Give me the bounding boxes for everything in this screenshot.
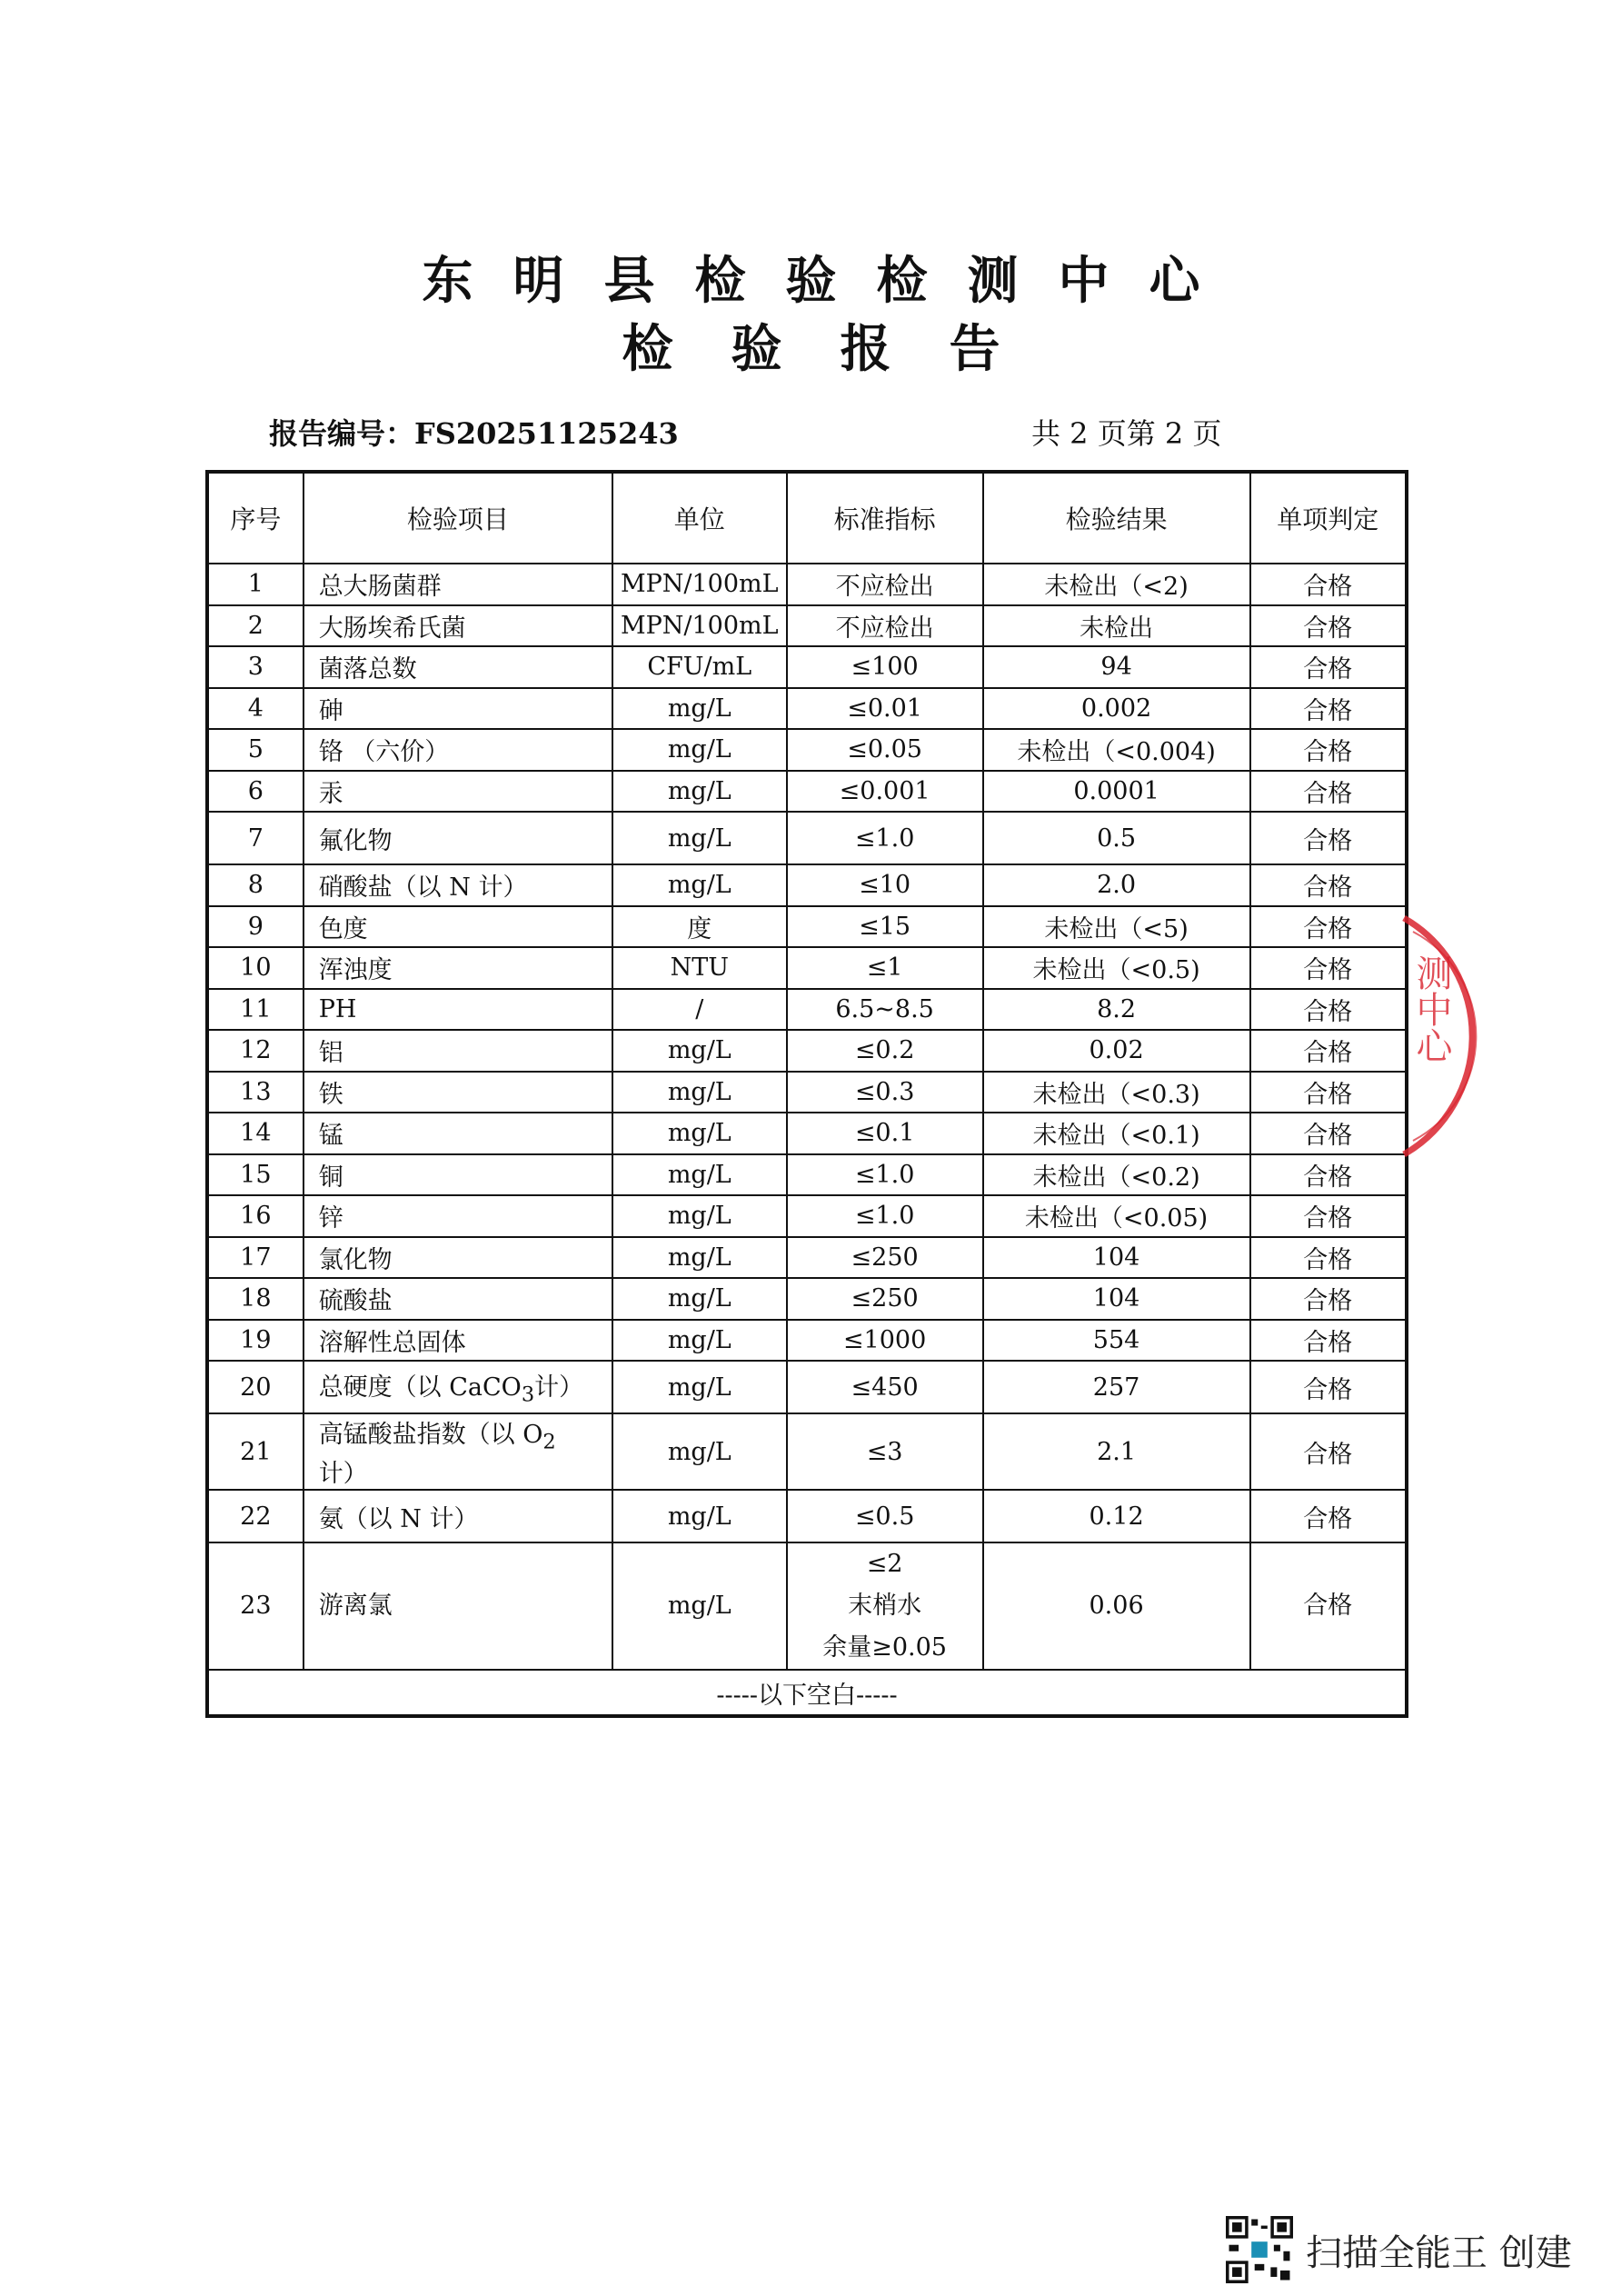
table-row	[207, 1030, 1407, 1072]
cell-no: 21	[207, 1413, 304, 1490]
col-header-unit: 单位	[612, 472, 787, 564]
cell-item: 锌	[304, 1195, 612, 1237]
cell-standard: ≤0.2	[787, 1030, 983, 1072]
cell-judgement: 合格	[1250, 1490, 1407, 1542]
cell-no: 8	[207, 864, 304, 906]
table-row	[207, 906, 1407, 948]
table-row	[207, 1154, 1407, 1196]
table-row	[207, 771, 1407, 813]
cell-item: 溶解性总固体	[304, 1320, 612, 1362]
cell-no: 10	[207, 947, 304, 989]
cell-result: 未检出（<0.3)	[983, 1072, 1250, 1113]
table-row	[207, 688, 1407, 730]
cell-unit: CFU/mL	[612, 646, 787, 688]
table-row	[207, 1195, 1407, 1237]
cell-item: 氯化物	[304, 1237, 612, 1279]
cell-judgement: 合格	[1250, 1113, 1407, 1154]
cell-no: 13	[207, 1072, 304, 1113]
cell-judgement: 合格	[1250, 947, 1407, 989]
cell-result: 0.002	[983, 688, 1250, 730]
cell-judgement: 合格	[1250, 1278, 1407, 1320]
cell-result: 未检出（<2)	[983, 564, 1250, 605]
cell-judgement: 合格	[1250, 1154, 1407, 1196]
cell-no: 5	[207, 729, 304, 771]
cell-judgement: 合格	[1250, 605, 1407, 647]
cell-judgement: 合格	[1250, 1413, 1407, 1490]
report-title-org: 东明县检验检测中心	[422, 251, 1240, 311]
cell-result: 0.02	[983, 1030, 1250, 1072]
cell-unit: 度	[612, 906, 787, 948]
cell-standard: ≤1000	[787, 1320, 983, 1362]
table-row	[207, 864, 1407, 906]
cell-result: 2.0	[983, 864, 1250, 906]
cell-result: 104	[983, 1278, 1250, 1320]
cell-unit: mg/L	[612, 1154, 787, 1196]
cell-standard: ≤0.001	[787, 771, 983, 813]
cell-result: 未检出（<0.1)	[983, 1113, 1250, 1154]
cell-item	[304, 1413, 612, 1490]
cell-judgement: 合格	[1250, 989, 1407, 1031]
cell-standard: ≤15	[787, 906, 983, 948]
cell-result: 未检出	[983, 605, 1250, 647]
cell-result: 94	[983, 646, 1250, 688]
cell-no: 15	[207, 1154, 304, 1196]
cell-unit: mg/L	[612, 1195, 787, 1237]
cell-standard: ≤0.01	[787, 688, 983, 730]
cell-unit: mg/L	[612, 1542, 787, 1670]
scanner-label: 扫描全能王 创建	[1306, 2231, 1572, 2274]
cell-item-text: 高锰酸盐指数（以 O	[318, 1421, 543, 1449]
col-header-item: 检验项目	[304, 472, 612, 564]
standard-line: ≤2	[866, 1550, 903, 1579]
cell-result: 257	[983, 1361, 1250, 1413]
cell-no: 18	[207, 1278, 304, 1320]
cell-unit: mg/L	[612, 1361, 787, 1413]
cell-item-text: 计）	[318, 1460, 368, 1489]
table-row	[207, 564, 1407, 605]
cell-no: 9	[207, 906, 304, 948]
cell-item: 汞	[304, 771, 612, 813]
cell-unit: mg/L	[612, 812, 787, 864]
cell-unit: mg/L	[612, 1413, 787, 1490]
table-row	[207, 1490, 1407, 1542]
cell-item: 硝酸盐（以 N 计）	[304, 864, 612, 906]
cell-judgement: 合格	[1250, 646, 1407, 688]
cell-standard: ≤0.05	[787, 729, 983, 771]
cell-no: 22	[207, 1490, 304, 1542]
cell-item: 氟化物	[304, 812, 612, 864]
cell-unit: mg/L	[612, 771, 787, 813]
subscript: 2	[542, 1430, 556, 1454]
cell-result: 8.2	[983, 989, 1250, 1031]
cell-no: 6	[207, 771, 304, 813]
cell-unit: mg/L	[612, 688, 787, 730]
cell-standard: ≤450	[787, 1361, 983, 1413]
table-row	[207, 989, 1407, 1031]
cell-result: 未检出（<0.2)	[983, 1154, 1250, 1196]
qr-code-icon	[1226, 2216, 1293, 2283]
cell-standard: 不应检出	[787, 605, 983, 647]
table-row	[207, 1413, 1407, 1490]
cell-result: 0.5	[983, 812, 1250, 864]
report-number: 报告编号：FS20251125243	[269, 416, 679, 451]
col-header-standard: 标准指标	[787, 472, 983, 564]
subscript: 3	[521, 1383, 535, 1407]
cell-judgement: 合格	[1250, 864, 1407, 906]
cell-judgement: 合格	[1250, 564, 1407, 605]
cell-no: 19	[207, 1320, 304, 1362]
cell-standard: ≤1.0	[787, 1154, 983, 1196]
cell-standard: ≤1.0	[787, 812, 983, 864]
table-row	[207, 1542, 1407, 1670]
cell-standard: ≤10	[787, 864, 983, 906]
cell-item: 铁	[304, 1072, 612, 1113]
cell-item: 铜	[304, 1154, 612, 1196]
cell-item: 菌落总数	[304, 646, 612, 688]
cell-result: 0.06	[983, 1542, 1250, 1670]
cell-item: 总大肠菌群	[304, 564, 612, 605]
table-row	[207, 1237, 1407, 1279]
cell-item: 大肠埃希氏菌	[304, 605, 612, 647]
cell-no: 3	[207, 646, 304, 688]
cell-no: 23	[207, 1542, 304, 1670]
page-info: 共 2 页第 2 页	[1031, 416, 1222, 451]
blank-below-note: -----以下空白-----	[207, 1670, 1407, 1716]
cell-item: PH	[304, 989, 612, 1031]
cell-item: 游离氯	[304, 1542, 612, 1670]
table-header-row	[207, 472, 1407, 564]
test-results-table	[205, 470, 1408, 1718]
cell-no: 17	[207, 1237, 304, 1279]
cell-judgement: 合格	[1250, 729, 1407, 771]
cell-unit: /	[612, 989, 787, 1031]
table-row	[207, 1361, 1407, 1413]
standard-line: 余量≥0.05	[822, 1633, 947, 1662]
cell-no: 12	[207, 1030, 304, 1072]
col-header-judgement: 单项判定	[1250, 472, 1407, 564]
cell-result: 0.12	[983, 1490, 1250, 1542]
cell-standard	[787, 1542, 983, 1670]
table-row	[207, 1320, 1407, 1362]
table-row	[207, 1278, 1407, 1320]
table-row	[207, 947, 1407, 989]
cell-item: 浑浊度	[304, 947, 612, 989]
cell-item	[304, 1361, 612, 1413]
seal-text: 测中心	[1410, 954, 1452, 1063]
table-row	[207, 605, 1407, 647]
cell-standard: 6.5~8.5	[787, 989, 983, 1031]
cell-standard: ≤0.5	[787, 1490, 983, 1542]
cell-judgement: 合格	[1250, 1320, 1407, 1362]
cell-item: 色度	[304, 906, 612, 948]
cell-result: 0.0001	[983, 771, 1250, 813]
report-title: 检验报告	[622, 319, 1059, 379]
cell-item: 铬 （六价）	[304, 729, 612, 771]
cell-standard: ≤1	[787, 947, 983, 989]
cell-judgement: 合格	[1250, 688, 1407, 730]
cell-item: 铝	[304, 1030, 612, 1072]
cell-result: 未检出（<5)	[983, 906, 1250, 948]
cell-result: 未检出（<0.5)	[983, 947, 1250, 989]
cell-unit: mg/L	[612, 1113, 787, 1154]
cell-no: 4	[207, 688, 304, 730]
cell-unit: mg/L	[612, 1278, 787, 1320]
cell-result: 104	[983, 1237, 1250, 1279]
cell-unit: mg/L	[612, 1237, 787, 1279]
table-footer-row	[207, 1670, 1407, 1716]
cell-unit: mg/L	[612, 1072, 787, 1113]
cell-unit: mg/L	[612, 1030, 787, 1072]
table-row	[207, 1113, 1407, 1154]
cell-no: 7	[207, 812, 304, 864]
cell-item: 锰	[304, 1113, 612, 1154]
cell-no: 11	[207, 989, 304, 1031]
cell-unit: mg/L	[612, 864, 787, 906]
cell-result: 554	[983, 1320, 1250, 1362]
cell-unit: mg/L	[612, 729, 787, 771]
cell-item-text: 总硬度（以 CaCO	[318, 1373, 522, 1403]
scanner-watermark	[1226, 2218, 1572, 2281]
col-header-no: 序号	[207, 472, 304, 564]
cell-no: 14	[207, 1113, 304, 1154]
cell-judgement: 合格	[1250, 906, 1407, 948]
cell-judgement: 合格	[1250, 771, 1407, 813]
table-row	[207, 1072, 1407, 1113]
cell-standard: 不应检出	[787, 564, 983, 605]
cell-unit: mg/L	[612, 1320, 787, 1362]
table-row	[207, 646, 1407, 688]
cell-standard: ≤250	[787, 1278, 983, 1320]
cell-standard: ≤250	[787, 1237, 983, 1279]
cell-standard: ≤0.3	[787, 1072, 983, 1113]
cell-standard: ≤0.1	[787, 1113, 983, 1154]
cell-no: 16	[207, 1195, 304, 1237]
cell-judgement: 合格	[1250, 1237, 1407, 1279]
cell-no: 1	[207, 564, 304, 605]
cell-unit: mg/L	[612, 1490, 787, 1542]
official-seal	[1377, 900, 1595, 1173]
cell-standard: ≤1.0	[787, 1195, 983, 1237]
cell-result: 未检出（<0.004)	[983, 729, 1250, 771]
cell-unit: MPN/100mL	[612, 605, 787, 647]
cell-no: 2	[207, 605, 304, 647]
cell-result: 2.1	[983, 1413, 1250, 1490]
cell-standard: ≤3	[787, 1413, 983, 1490]
cell-item: 氨（以 N 计）	[304, 1490, 612, 1542]
table-row	[207, 812, 1407, 864]
cell-judgement: 合格	[1250, 1361, 1407, 1413]
cell-judgement: 合格	[1250, 812, 1407, 864]
cell-item-text: 计）	[534, 1373, 584, 1403]
cell-judgement: 合格	[1250, 1030, 1407, 1072]
cell-no: 20	[207, 1361, 304, 1413]
cell-judgement: 合格	[1250, 1542, 1407, 1670]
cell-judgement: 合格	[1250, 1072, 1407, 1113]
cell-item: 硫酸盐	[304, 1278, 612, 1320]
col-header-result: 检验结果	[983, 472, 1250, 564]
cell-unit: NTU	[612, 947, 787, 989]
cell-result: 未检出（<0.05)	[983, 1195, 1250, 1237]
standard-line: 末梢水	[848, 1592, 922, 1621]
cell-item: 砷	[304, 688, 612, 730]
cell-standard: ≤100	[787, 646, 983, 688]
cell-judgement: 合格	[1250, 1195, 1407, 1237]
table-row	[207, 729, 1407, 771]
cell-unit: MPN/100mL	[612, 564, 787, 605]
